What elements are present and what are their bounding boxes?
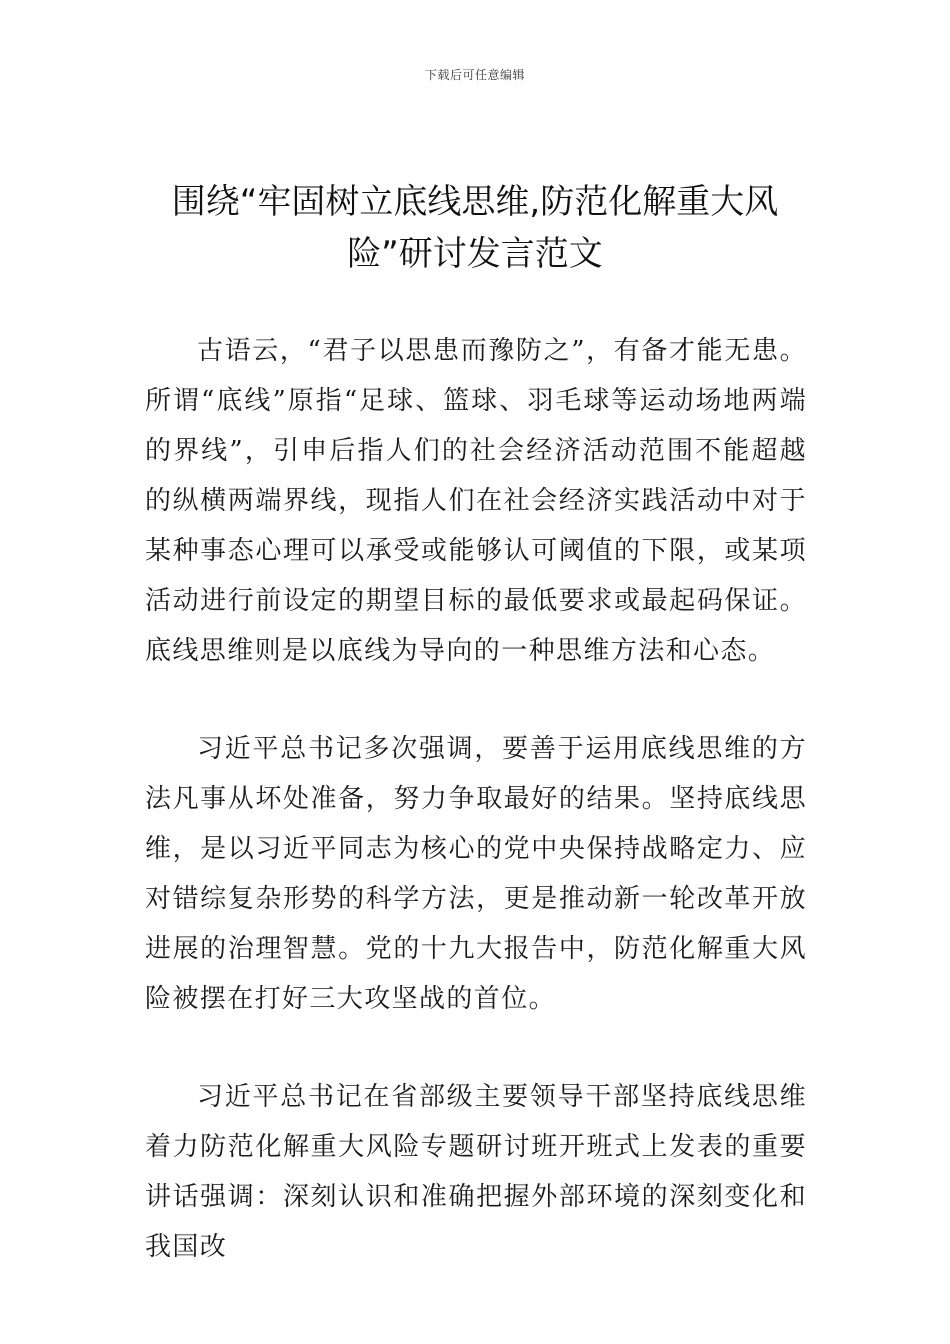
paragraph-1: 古语云，“君子以思患而豫防之”，有备才能无患。所谓“底线”原指“足球、篮球、羽毛球等运动场地两端的界线”，引申后指人们的社会经济活动范围不能超越的纵横两端界线，现指人们在社会经济实践活动中对于某种事态心理可以承受或能够认可阈值的下限，或某项活动进行前设定的期望目标的最低要求或最起码保证。底线思维则是以底线为导向的一种思维方法和心态。 (145, 336, 807, 666)
header-note: 下载后可任意编辑 (424, 68, 525, 82)
document-title: 围绕“牢固树立底线思维,防范化解重大风险”研讨发言范文 (171, 182, 779, 274)
paragraph-2: 习近平总书记多次强调，要善于运用底线思维的方法凡事从坏处准备，努力争取最好的结果。坚持底线思维，是以习近平同志为核心的党中央保持战略定力、应对错综复杂形势的科学方法，更是推动新一轮改革开放进展的治理智慧。党的十九大报告中，防范化解重大风险被摆在打好三大攻坚战的首位。 (145, 734, 807, 1014)
paragraph-3: 习近平总书记在省部级主要领导干部坚持底线思维着力防范化解重大风险专题研讨班开班式上发表的重要讲话强调：深刻认识和准确把握外部环境的深刻变化和我国改 (145, 1082, 807, 1262)
document-body (145, 326, 807, 1320)
